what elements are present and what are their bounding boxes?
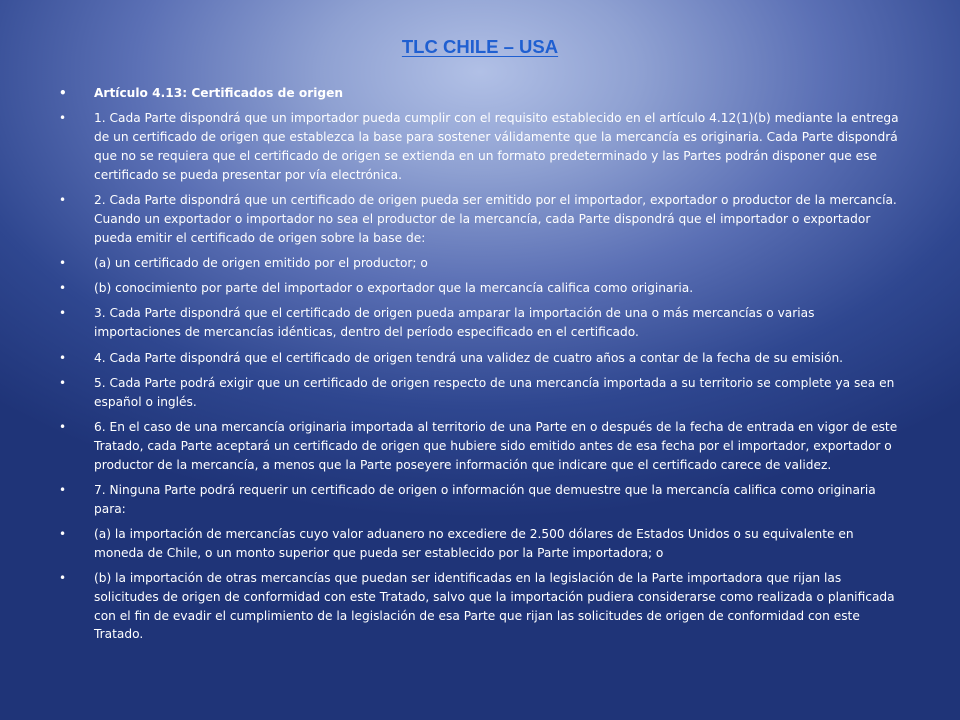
slide-title: TLC CHILE – USA	[401, 36, 559, 57]
bullet-item: • 5. Cada Parte podrá exigir que un certificado de origen respecto de una mercancía importada a su territorio se complete ya sea en español o inglés.	[59, 374, 903, 412]
bullet-item: • (b) la importación de otras mercancías que puedan ser identificadas en la legislación de la Parte importadora que rijan las solicitudes de origen de conformidad con este Tratado, salvo que la importación pudiera considerarse como realizada o planificada con el fin de evadir el cumplimiento de la legislación de esa Parte que rijan las solicitudes de origen de conformidad con este Tratado.	[59, 569, 903, 644]
bullet-item: • 6. En el caso de una mercancía originaria importada al territorio de una Parte en o después de la fecha de entrada en vigor de este Tratado, cada Parte aceptará un certificado de origen que hubiere sido emitido antes de esa fecha por el importador, exportador o productor de la mercancía, a menos que la Parte poseyere información que indicare que el certificado carece de validez.	[59, 418, 903, 474]
bullet-list	[59, 84, 903, 651]
bullet-item: • (a) la importación de mercancías cuyo valor aduanero no excediere de 2.500 dólares de Estados Unidos o su equivalente en moneda de Chile, o un monto superior que pueda ser establecido por la Parte importadora; o	[59, 525, 903, 563]
bullet-item: • 2. Cada Parte dispondrá que un certificado de origen pueda ser emitido por el importador, exportador o productor de la mercancía. Cuando un exportador o importador no sea el productor de la mercancía, cada Parte dispondrá que el importador o exportador pueda emitir el certificado de origen sobre la base de:	[59, 191, 903, 247]
bullet-item: • (a) un certificado de origen emitido por el productor; o	[59, 254, 903, 273]
bullet-item: • 4. Cada Parte dispondrá que el certificado de origen tendrá una validez de cuatro años a contar de la fecha de su emisión.	[59, 349, 903, 368]
bullet-item: • 7. Ninguna Parte podrá requerir un certificado de origen o información que demuestre que la mercancía califica como originaria para:	[59, 481, 903, 519]
bullet-article-heading: • Artículo 4.13: Certificados de origen	[59, 84, 903, 103]
bullet-item: • 3. Cada Parte dispondrá que el certificado de origen pueda amparar la importación de una o más mercancías o varias importaciones de mercancías idénticas, dentro del período especificado en el certificado.	[59, 304, 903, 342]
bullet-item: • (b) conocimiento por parte del importador o exportador que la mercancía califica como originaria.	[59, 279, 903, 298]
bullet-item: • 1. Cada Parte dispondrá que un importador pueda cumplir con el requisito establecido en el artículo 4.12(1)(b) mediante la entrega de un certificado de origen que establezca la base para sostener válidamente que la mercancía es originaria. Cada Parte dispondrá que no se requiera que el certificado de origen se extienda en un formato predeterminado y las Partes podrán disponer que ese certificado se pueda presentar por vía electrónica.	[59, 109, 903, 184]
